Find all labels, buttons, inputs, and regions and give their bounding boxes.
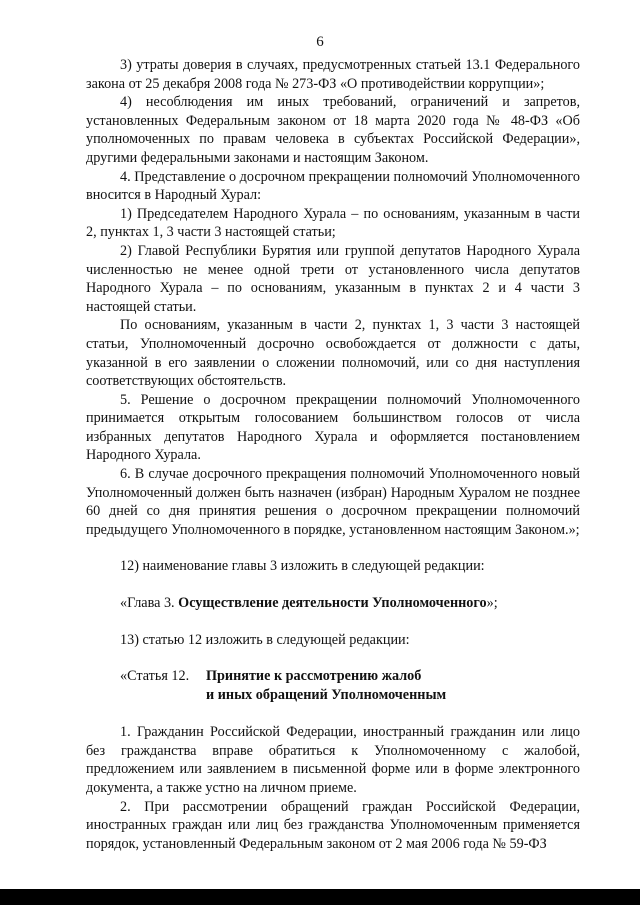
page-number: 6	[316, 34, 324, 50]
paragraph-pravo-obrashcheniya: 1. Гражданин Российской Федерации, иностранный гражданин или лицо без гражданства вправе обратиться к Уполномоченному с жалобой, предложением или заявлением в письменной форме или в форме электронного документа, а также устно на личном приеме.	[86, 724, 580, 796]
paragraph-utrata-doveriya: 3) утраты доверия в случаях, предусмотренных статьей 13.1 Федерального закона от 25 декабря 2008 года № 273-ФЗ «О противодействии коррупции»;	[86, 57, 580, 92]
article-title	[206, 667, 446, 705]
document-body	[86, 56, 580, 853]
article-title-line-1: Принятие к рассмотрению жалоб	[206, 668, 422, 685]
paragraph-poryadok-rassmotreniya: 2. При рассмотрении обращений граждан Российской Федерации, иностранных граждан или лиц без гражданства Уполномоченным применяется порядок, установленный Федеральным законом от 2 мая 2006 года № 59-ФЗ	[86, 798, 580, 852]
item-12: 12) наименование главы 3 изложить в следующей редакции:	[120, 558, 485, 575]
scan-bottom-edge	[0, 889, 640, 905]
chapter-prefix: «Глава 3.	[120, 595, 179, 612]
paragraph-predstavlenie: 4. Представление о досрочном прекращении полномочий Уполномоченного вносится в Народный Хурал:	[86, 168, 580, 204]
chapter-title: Осуществление деятельности Уполномоченного	[178, 595, 487, 612]
article-title-line-2: и иных обращений Уполномоченным	[206, 687, 447, 704]
chapter-heading	[86, 594, 580, 613]
paragraph-reshenie: 5. Решение о досрочном прекращении полномочий Уполномоченного принимается открытым голосованием большинством голосов от числа избранных депутатов Народного Хурала и оформляется постановлением Народного Хурала.	[86, 391, 580, 464]
article-heading	[86, 667, 580, 705]
paragraph-novyi-upolnomochennyi: 6. В случае досрочного прекращения полномочий Уполномоченного новый Уполномоченный должен быть назначен (избран) Народным Хуралом не позднее 60 дней со дня принятия решения о досрочном прекращении полномочий предыдущего Уполномоченного в порядке, установленном настоящим Законом.»;	[86, 466, 580, 538]
paragraph-nesoblyudenie: 4) несоблюдения им иных требований, ограничений и запретов, установленных Федеральным законом от 18 марта 2020 года № 48-ФЗ «Об уполномоченных по правам человека в субъектах Российской Федерации», другими федеральными законами и настоящим Законом.	[86, 94, 580, 166]
paragraph-glava-respubliki: 2) Главой Республики Бурятия или группой депутатов Народного Хурала численностью не менее одной трети от установленного числа депутатов Народного Хурала – по основаниям, указанным в пунктах 2 и 4 части 3 настоящей статьи.	[86, 242, 580, 315]
paragraph-osvobozhdenie: По основаниям, указанным в части 2, пунктах 1, 3 части 3 настоящей статьи, Уполномоченный досрочно освобождается от должности с даты, указанной в его заявлении о сложении полномочий, или со дня наступления соответствующих обстоятельств.	[86, 317, 580, 390]
paragraph-predsedatel: 1) Председателем Народного Хурала – по основаниям, указанным в части 2, пунктах 1, 3 части 3 настоящей статьи;	[86, 205, 580, 241]
chapter-suffix: »;	[486, 595, 498, 612]
article-label: «Статья 12.	[120, 668, 190, 685]
item-13: 13) статью 12 изложить в следующей редакции:	[120, 631, 410, 648]
